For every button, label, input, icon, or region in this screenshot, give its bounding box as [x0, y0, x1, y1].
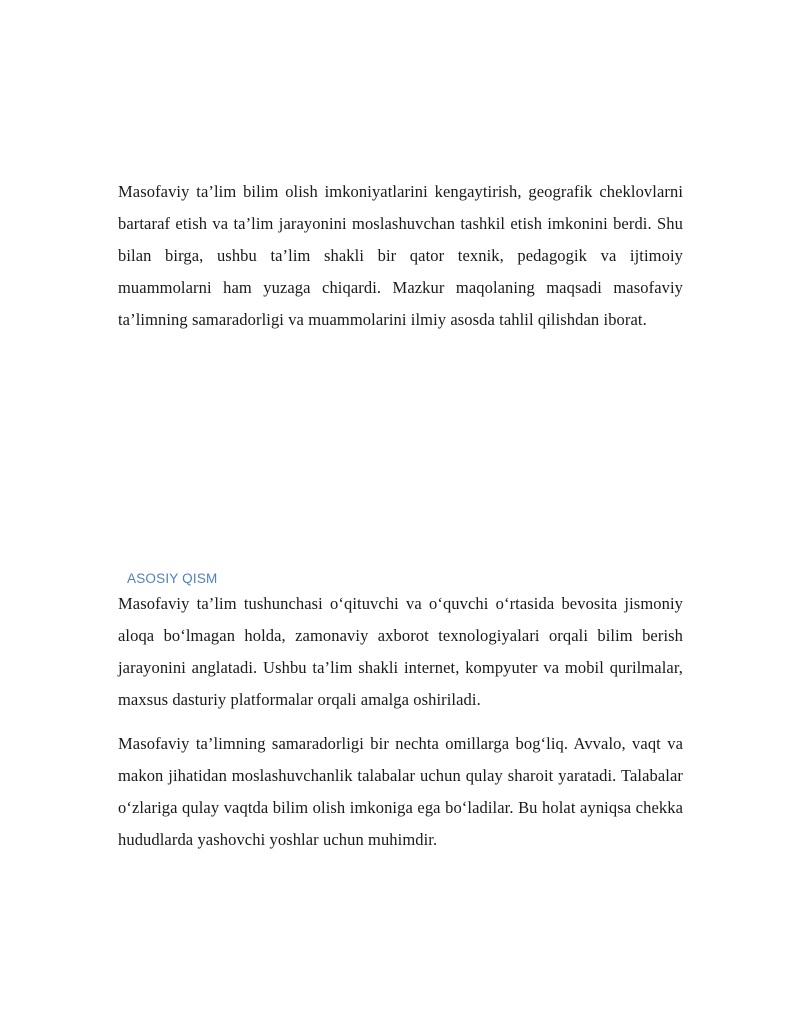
- body-paragraph: Masofaviy ta’lim tushunchasi o‘qituvchi va o‘quvchi o‘rtasida bevosita jismoniy aloqa bo‘lmagan holda, zamonaviy axborot texnologiyalari orqali bilim berish jarayonini anglatadi. Ushbu ta’lim shakli internet, kompyuter va mobil qurilmalar, maxsus dasturiy platformalar orqali amalga oshiriladi.: [118, 594, 683, 709]
- body-paragraph: Masofaviy ta’limning samaradorligi bir nechta omillarga bog‘liq. Avvalo, vaqt va makon jihatidan moslashuvchanlik talabalar uchun qulay sharoit yaratadi. Talabalar o‘zlariga qulay vaqtda bilim olish imkoniga ega bo‘ladilar. Bu holat ayniqsa chekka hududlarda yashovchi yoshlar uchun muhimdir.: [118, 734, 683, 849]
- intro-paragraph: Masofaviy ta’lim bilim olish imkoniyatlarini kengaytirish, geografik cheklovlarni bartaraf etish va ta’lim jarayonini moslashuvchan tashkil etish imkonini berdi. Shu bilan birga, ushbu ta’lim shakli bir qator texnik, pedagogik va ijtimoiy muammolarni ham yuzaga chiqardi. Mazkur maqolaning maqsadi masofaviy ta’limning samaradorligi va muammolarini ilmiy asosda tahlil qilishdan iborat.: [118, 182, 683, 329]
- section-heading: ASOSIY QISM: [127, 571, 218, 586]
